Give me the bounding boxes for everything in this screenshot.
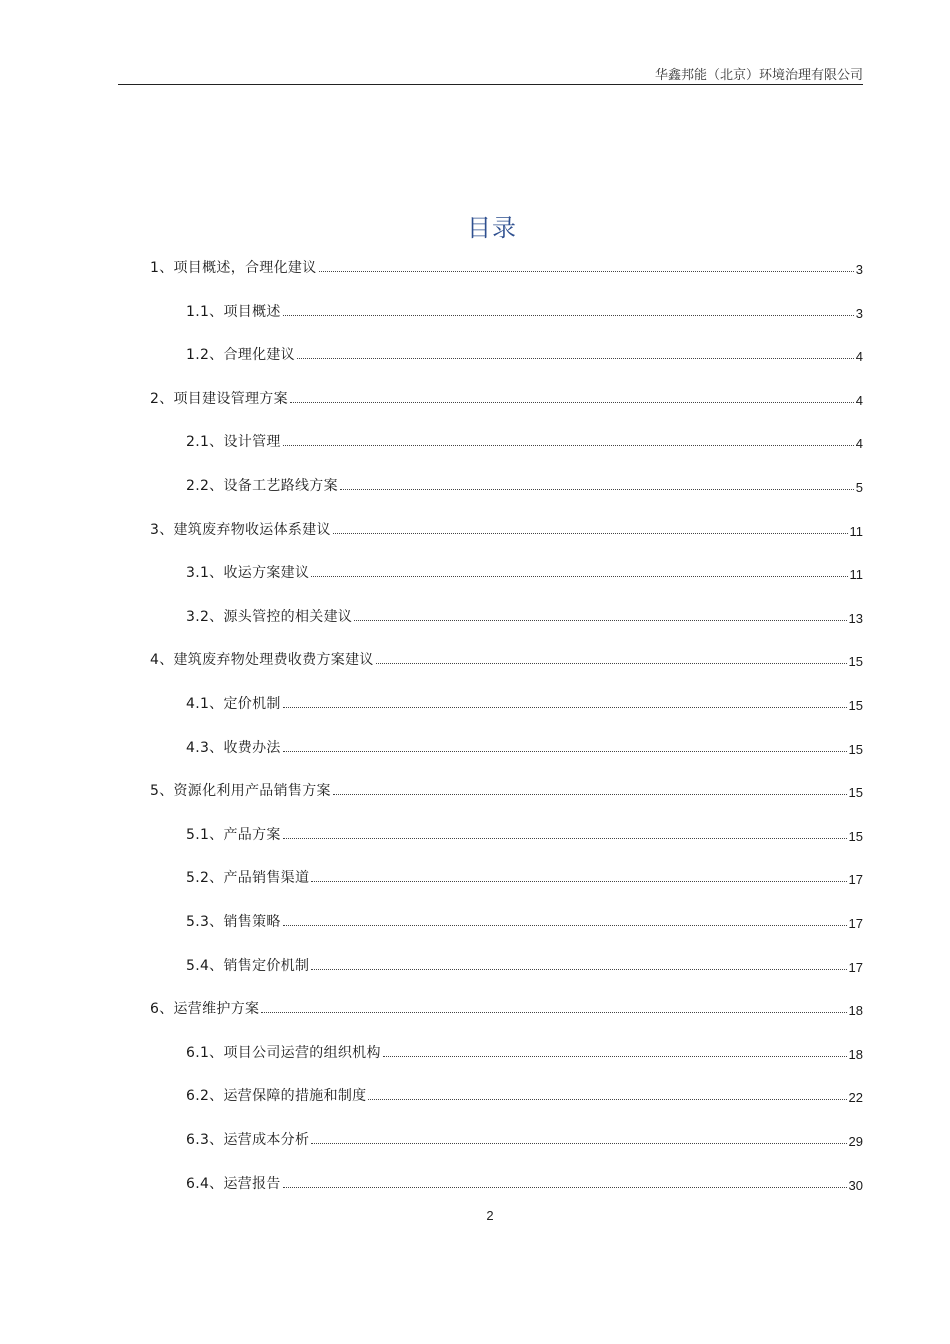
toc-dot-leader (283, 706, 847, 708)
toc-entry-label: 5.1、产品方案 (186, 826, 281, 843)
toc-entry-page: 17 (848, 916, 863, 931)
toc-dot-leader (311, 880, 846, 882)
toc-entry-label: 2.1、设计管理 (186, 434, 281, 451)
toc-entry[interactable] (186, 733, 863, 757)
toc-entry[interactable] (186, 297, 863, 321)
toc-entry-page: 4 (855, 392, 863, 408)
toc-entry[interactable] (150, 994, 863, 1018)
toc-entry-label: 3.2、源头管控的相关建议 (186, 608, 353, 625)
toc-dot-leader (297, 357, 854, 359)
toc-entry-page: 4 (855, 436, 863, 452)
toc-dot-leader (340, 488, 854, 490)
toc-entry-label: 6.1、项目公司运营的组织机构 (186, 1044, 381, 1061)
toc-entry[interactable] (186, 558, 863, 582)
toc-entry[interactable] (186, 907, 863, 931)
toc-entry-label: 4.1、定价机制 (186, 696, 281, 712)
toc-entry-page: 15 (848, 785, 863, 801)
toc-entry[interactable] (186, 1081, 863, 1105)
toc-entry-label: 6、运营维护方案 (150, 1001, 260, 1018)
toc-dot-leader (283, 924, 847, 926)
toc-dot-leader (368, 1098, 846, 1100)
toc-dot-leader (290, 401, 854, 403)
page-number: 2 (486, 1208, 494, 1223)
toc-entry[interactable] (150, 776, 863, 800)
toc-entry-label: 4、建筑废弃物处理费收费方案建议 (150, 652, 374, 669)
toc-entry-page: 22 (848, 1090, 863, 1106)
toc-entry-label: 4.3、收费办法 (186, 739, 281, 756)
toc-entry-page: 15 (848, 698, 863, 713)
toc-entry-page: 13 (848, 610, 863, 626)
toc-dot-leader (283, 444, 854, 446)
toc-entry-page: 18 (848, 1046, 863, 1062)
toc-entry[interactable] (150, 515, 863, 539)
toc-entry-page: 15 (848, 828, 863, 844)
toc-dot-leader (283, 1186, 847, 1188)
toc-dot-leader (376, 662, 847, 664)
toc-entry[interactable] (150, 384, 863, 408)
toc-entry[interactable] (186, 820, 863, 844)
toc-dot-leader (354, 619, 846, 621)
toc-entry-label: 1.2、合理化建议 (186, 347, 295, 364)
toc-dot-leader (283, 314, 854, 316)
toc-dot-leader (283, 750, 847, 752)
toc-entry-label: 5.4、销售定价机制 (186, 957, 310, 974)
toc-entry[interactable] (186, 340, 863, 364)
toc-entry-page: 15 (848, 741, 863, 757)
toc-dot-leader (333, 532, 848, 534)
toc-entry-label: 6.4、运营报告 (186, 1175, 281, 1192)
toc-entry-page: 18 (848, 1003, 863, 1019)
toc-entry-page: 11 (849, 523, 863, 539)
toc-dot-leader (283, 837, 847, 839)
toc-entry[interactable] (186, 1038, 863, 1062)
toc-dot-leader (319, 270, 854, 272)
toc-title: 目录 (467, 214, 517, 242)
toc-entry-page: 3 (855, 305, 863, 321)
toc-entry[interactable] (186, 1169, 863, 1193)
toc-entry[interactable] (186, 689, 863, 713)
toc-entry[interactable] (186, 1125, 863, 1149)
toc-entry-label: 6.2、运营保障的措施和制度 (186, 1088, 367, 1105)
toc-entry-label: 5.3、销售策略 (186, 914, 281, 930)
toc-entry-label: 1、项目概述，合理化建议 (150, 260, 317, 276)
toc-entry-label: 6.3、运营成本分析 (186, 1132, 310, 1148)
toc-entry[interactable] (186, 863, 863, 887)
company-name: 华鑫邦能（北京）环境治理有限公司 (654, 68, 863, 83)
toc-dot-leader (311, 575, 847, 577)
toc-dot-leader (311, 968, 846, 970)
toc-entry-label: 3、建筑废弃物收运体系建议 (150, 521, 331, 538)
toc-entry-page: 30 (848, 1177, 863, 1193)
toc-entry[interactable] (186, 427, 863, 451)
toc-entry-label: 5、资源化利用产品销售方案 (150, 783, 331, 800)
toc-entry[interactable] (150, 253, 863, 277)
toc-entry[interactable] (150, 645, 863, 669)
toc-entry-page: 3 (855, 262, 863, 277)
toc-entry-page: 29 (848, 1134, 863, 1149)
toc-entry-label: 5.2、产品销售渠道 (186, 870, 310, 887)
toc-entry-page: 17 (848, 959, 863, 975)
toc-entry-page: 17 (848, 872, 863, 888)
toc-dot-leader (333, 793, 847, 795)
toc-dot-leader (311, 1142, 846, 1144)
toc-entry[interactable] (186, 602, 863, 626)
toc-dot-leader (383, 1055, 847, 1057)
toc-entry-page: 4 (855, 349, 863, 365)
toc-entry-label: 3.1、收运方案建议 (186, 565, 310, 582)
page-header (118, 66, 863, 85)
toc-entry-page: 15 (848, 654, 863, 670)
toc-entry-label: 2.2、设备工艺路线方案 (186, 478, 338, 494)
toc-entry-label: 2、项目建设管理方案 (150, 390, 288, 407)
toc-entry-label: 1.1、项目概述 (186, 303, 281, 320)
toc-dot-leader (261, 1011, 846, 1013)
toc-entry-page: 5 (855, 480, 863, 495)
toc-entry[interactable] (186, 471, 863, 495)
toc-entry[interactable] (186, 951, 863, 975)
toc-entry-page: 11 (849, 567, 863, 583)
